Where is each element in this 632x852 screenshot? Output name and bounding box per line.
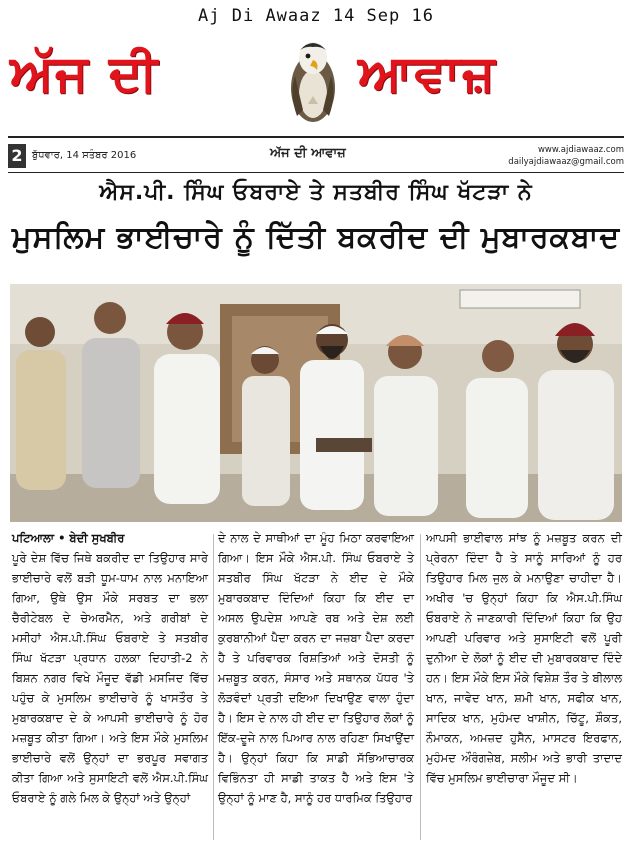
- news-photo: [10, 284, 622, 522]
- website-link[interactable]: www.ajdiawaaz.com: [537, 145, 624, 155]
- headline-line-1: ਐਸ.ਪੀ. ਸਿੰਘ ਓਬਰਾਏ ਤੇ ਸਤਬੀਰ ਸਿੰਘ ਖੱਟੜਾ ਨੇ: [99, 180, 533, 205]
- column-divider: [420, 534, 421, 840]
- article-column-1-text: ਪੂਰੇ ਦੇਸ਼ ਵਿੱਚ ਜਿਥੇ ਬਕਰੀਦ ਦਾ ਤਿਉਹਾਰ ਸਾਰੇ ਭਾਈਚਾਰੇ ਵਲੋਂ ਬੜੀ ਧੂਮ-ਧਾਮ ਨਾਲ ਮਨਾਇਆ ਗਿਆ, ਉਥੇ ਉਸ ਮੌਕੇ ਸਰਬਤ ਦਾ ਭਲਾ ਚੈਰੀਟੇਬਲ ਦੇ ਚੇਅਰਮੈਨ, ਅਤੇ ਗਰੀਬਾਂ ਦੇ ਮਸੀਹਾਂ ਐਸ.ਪੀ.ਸਿੰਘ ਓਬਰਾਏ ਤੇ ਸਤਬੀਰ ਸਿੰਘ ਖੱਟੜਾ ਪ੍ਰਧਾਨ ਹਲਕਾ ਦਿਹਾਤੀ-2 ਨੇ ਬਿਸ਼ਨ ਨਗਰ ਵਿਖੇ ਮੌਜੂਦ ਵੱਡੀ ਮਸਜਿਦ ਵਿੱਚ ਪਹੁੰਚ ਕੇ ਮੁਸਲਿਮ ਭਾਈਚਾਰੇ ਨੂੰ ਖਾਸਤੌਰ ਤੇ ਮੁਬਾਰਕਬਾਦ ਦੇ ਕੇ ਆਪਸੀ ਭਾਈਚਾਰੇ ਨੂੰ ਹੋਰ ਮਜ਼ਬੂਤ ਕੀਤਾ ਗਿਆ। ਅਤੇ ਇਸ ਮੌਕੇ ਮੁਸਲਿਮ ਭਾਈਚਾਰੇ ਵਲੋਂ ਉਨ੍ਹਾਂ ਦਾ ਭਰਪੂਰ ਸਵਾਗਤ ਕੀਤਾ ਗਿਆ ਅਤੇ ਸੁਸਾਇਟੀ ਵਲੋਂ ਐਸ.ਪੀ.ਸਿੰਘ ਓਬਰਾਏ ਨੂੰ ਗਲੇ ਮਿਲ ਕੇ ਉਨ੍ਹਾਂ ਅਤੇ ਉਨ੍ਹਾਂ: [12, 551, 212, 805]
- article-body: [12, 528, 626, 846]
- article-column-1: [12, 528, 212, 808]
- page-number: 2: [8, 144, 26, 168]
- issue-date: ਬੁੱਧਵਾਰ, 14 ਸਤੰਬਰ 2016: [32, 150, 137, 161]
- masthead: [8, 36, 624, 128]
- gift-box: [316, 438, 372, 452]
- folio-rule: [8, 172, 624, 173]
- eagle-logo-icon: [280, 36, 346, 128]
- clipping-caption: Aj Di Awaaz 14 Sep 16: [198, 6, 434, 26]
- byline: ਪਟਿਆਲਾ • ਬੇਦੀ ਸੁਖਬੀਰ: [12, 531, 125, 545]
- folio-contact: [508, 144, 624, 168]
- column-divider: [213, 534, 214, 840]
- masthead-title-right: ਆਵਾਜ਼: [358, 44, 497, 102]
- folio-bar: [8, 142, 624, 172]
- email-link[interactable]: dailyajdiawaaz@gmail.com: [508, 157, 624, 167]
- article-column-2: ਦੇ ਨਾਲ ਦੇ ਸਾਥੀਆਂ ਦਾ ਮੂੰਹ ਮਿਠਾ ਕਰਵਾਇਆ ਗਿਆ। ਇਸ ਮੌਕੇ ਐਸ.ਪੀ. ਸਿੰਘ ਓਬਰਾਏ ਤੇ ਸਤਬੀਰ ਸਿੰਘ ਖੱਟੜਾ ਨੇ ਈਦ ਦੇ ਮੌਕੇ ਮੁਬਾਰਕਬਾਦ ਦਿੰਦਿਆਂ ਕਿਹਾ ਕਿ ਈਦ ਦਾ ਅਸਲ ਉਪਦੇਸ਼ ਆਪਣੇ ਰਬ ਅਤੇ ਦੇਸ਼ ਲਈ ਕੁਰਬਾਨੀਆਂ ਪੈਦਾ ਕਰਨ ਦਾ ਜਜ਼ਬਾ ਪੈਦਾ ਕਰਦਾ ਹੈ ਤੇ ਪਰਿਵਾਰਕ ਰਿਸ਼ਤਿਆਂ ਅਤੇ ਦੋਸਤੀ ਨੂੰ ਮਜ਼ਬੂਤ ਕਰਨ, ਸੰਸਾਰ ਅਤੇ ਸਥਾਨਕ ਪੱਧਰ 'ਤੇ ਲੋੜਵੰਦਾਂ ਪ੍ਰਤੀ ਦਇਆ ਦਿਖਾਉਣ ਵਾਲਾ ਹੁੰਦਾ ਹੈ। ਇਸ ਦੇ ਨਾਲ ਹੀ ਈਦ ਦਾ ਤਿਉਹਾਰ ਲੋਕਾਂ ਨੂੰ ਇੱਕ-ਦੂਜੇ ਨਾਲ ਪਿਆਰ ਨਾਲ ਰਹਿਣਾ ਸਿਖਾਉਂਦਾ ਹੈ। ਉਨ੍ਹਾਂ ਕਿਹਾ ਕਿ ਸਾਡੀ ਸੱਭਿਆਚਾਰਕ ਵਿਭਿੰਨਤਾ ਹੀ ਸਾਡੀ ਤਾਕਤ ਹੈ ਅਤੇ ਇਸ 'ਤੇ ਉਨ੍ਹਾਂ ਨੂੰ ਮਾਣ ਹੈ, ਸਾਨੂੰ ਹਰ ਧਾਰਮਿਕ ਤਿਉਹਾਰ: [218, 531, 418, 805]
- folio-brand: ਅੱਜ ਦੀ ਆਵਾਜ਼: [270, 146, 346, 161]
- headline-line-2: ਮੁਸਲਿਮ ਭਾਈਚਾਰੇ ਨੂੰ ਦਿੱਤੀ ਬਕਰੀਦ ਦੀ ਮੁਬਾਰਕਬਾਦ: [11, 220, 621, 255]
- article-column-3: ਆਪਸੀ ਭਾਈਵਾਲ ਸਾਂਝ ਨੂੰ ਮਜ਼ਬੂਤ ਕਰਨ ਦੀ ਪ੍ਰੇਰਨਾ ਦਿੰਦਾ ਹੈ ਤੇ ਸਾਨੂੰ ਸਾਰਿਆਂ ਨੂੰ ਹਰ ਤਿਉਹਾਰ ਮਿਲ ਜੁਲ ਕੇ ਮਨਾਉਣਾ ਚਾਹੀਦਾ ਹੈ। ਅਖੀਰ 'ਚ ਉਨ੍ਹਾਂ ਕਿਹਾ ਕਿ ਐਸ.ਪੀ.ਸਿੰਘ ਓਬਰਾਏ ਨੇ ਜਾਣਕਾਰੀ ਦਿੰਦਿਆਂ ਕਿਹਾ ਕਿ ਉਹ ਆਪਣੀ ਪਰਿਵਾਰ ਅਤੇ ਸੁਸਾਇਟੀ ਵਲੋਂ ਪੂਰੀ ਦੁਨੀਆ ਦੇ ਲੋਕਾਂ ਨੂੰ ਈਦ ਦੀ ਮੁਬਾਰਕਬਾਦ ਦਿੰਦੇ ਹਨ। ਇਸ ਮੌਕੇ ਇਸ ਮੌਕੇ ਵਿਸ਼ੇਸ਼ ਤੌਰ ਤੇ ਬੀਲਾਲ ਖਾਨ, ਜਾਵੇਦ ਖਾਨ, ਸ਼ਮੀ ਖਾਨ, ਸਫੀਕ ਖਾਨ, ਸਾਦਿਕ ਖਾਨ, ਮੁਹੰਮਦ ਖਾਸ਼ੀਨ, ਚਿੱਟੂ, ਸ਼ੌਕਤ, ਨੌਮਾਕਨ, ਅਮਜ਼ਦ ਹੁਸੈਨ, ਮਾਸਟਰ ਇਰਫਾਨ, ਮੁਹੰਮਦ ਔਰੰਗਜ਼ੇਬ, ਸਲੀਮ ਅਤੇ ਭਾਰੀ ਤਾਦਾਦ ਵਿੱਚ ਮੁਸਲਿਮ ਭਾਈਚਾਰਾ ਮੌਜੂਦ ਸੀ।: [426, 531, 626, 785]
- header-rule: [8, 136, 624, 138]
- masthead-title-left: ਅੱਜ ਦੀ: [10, 44, 160, 102]
